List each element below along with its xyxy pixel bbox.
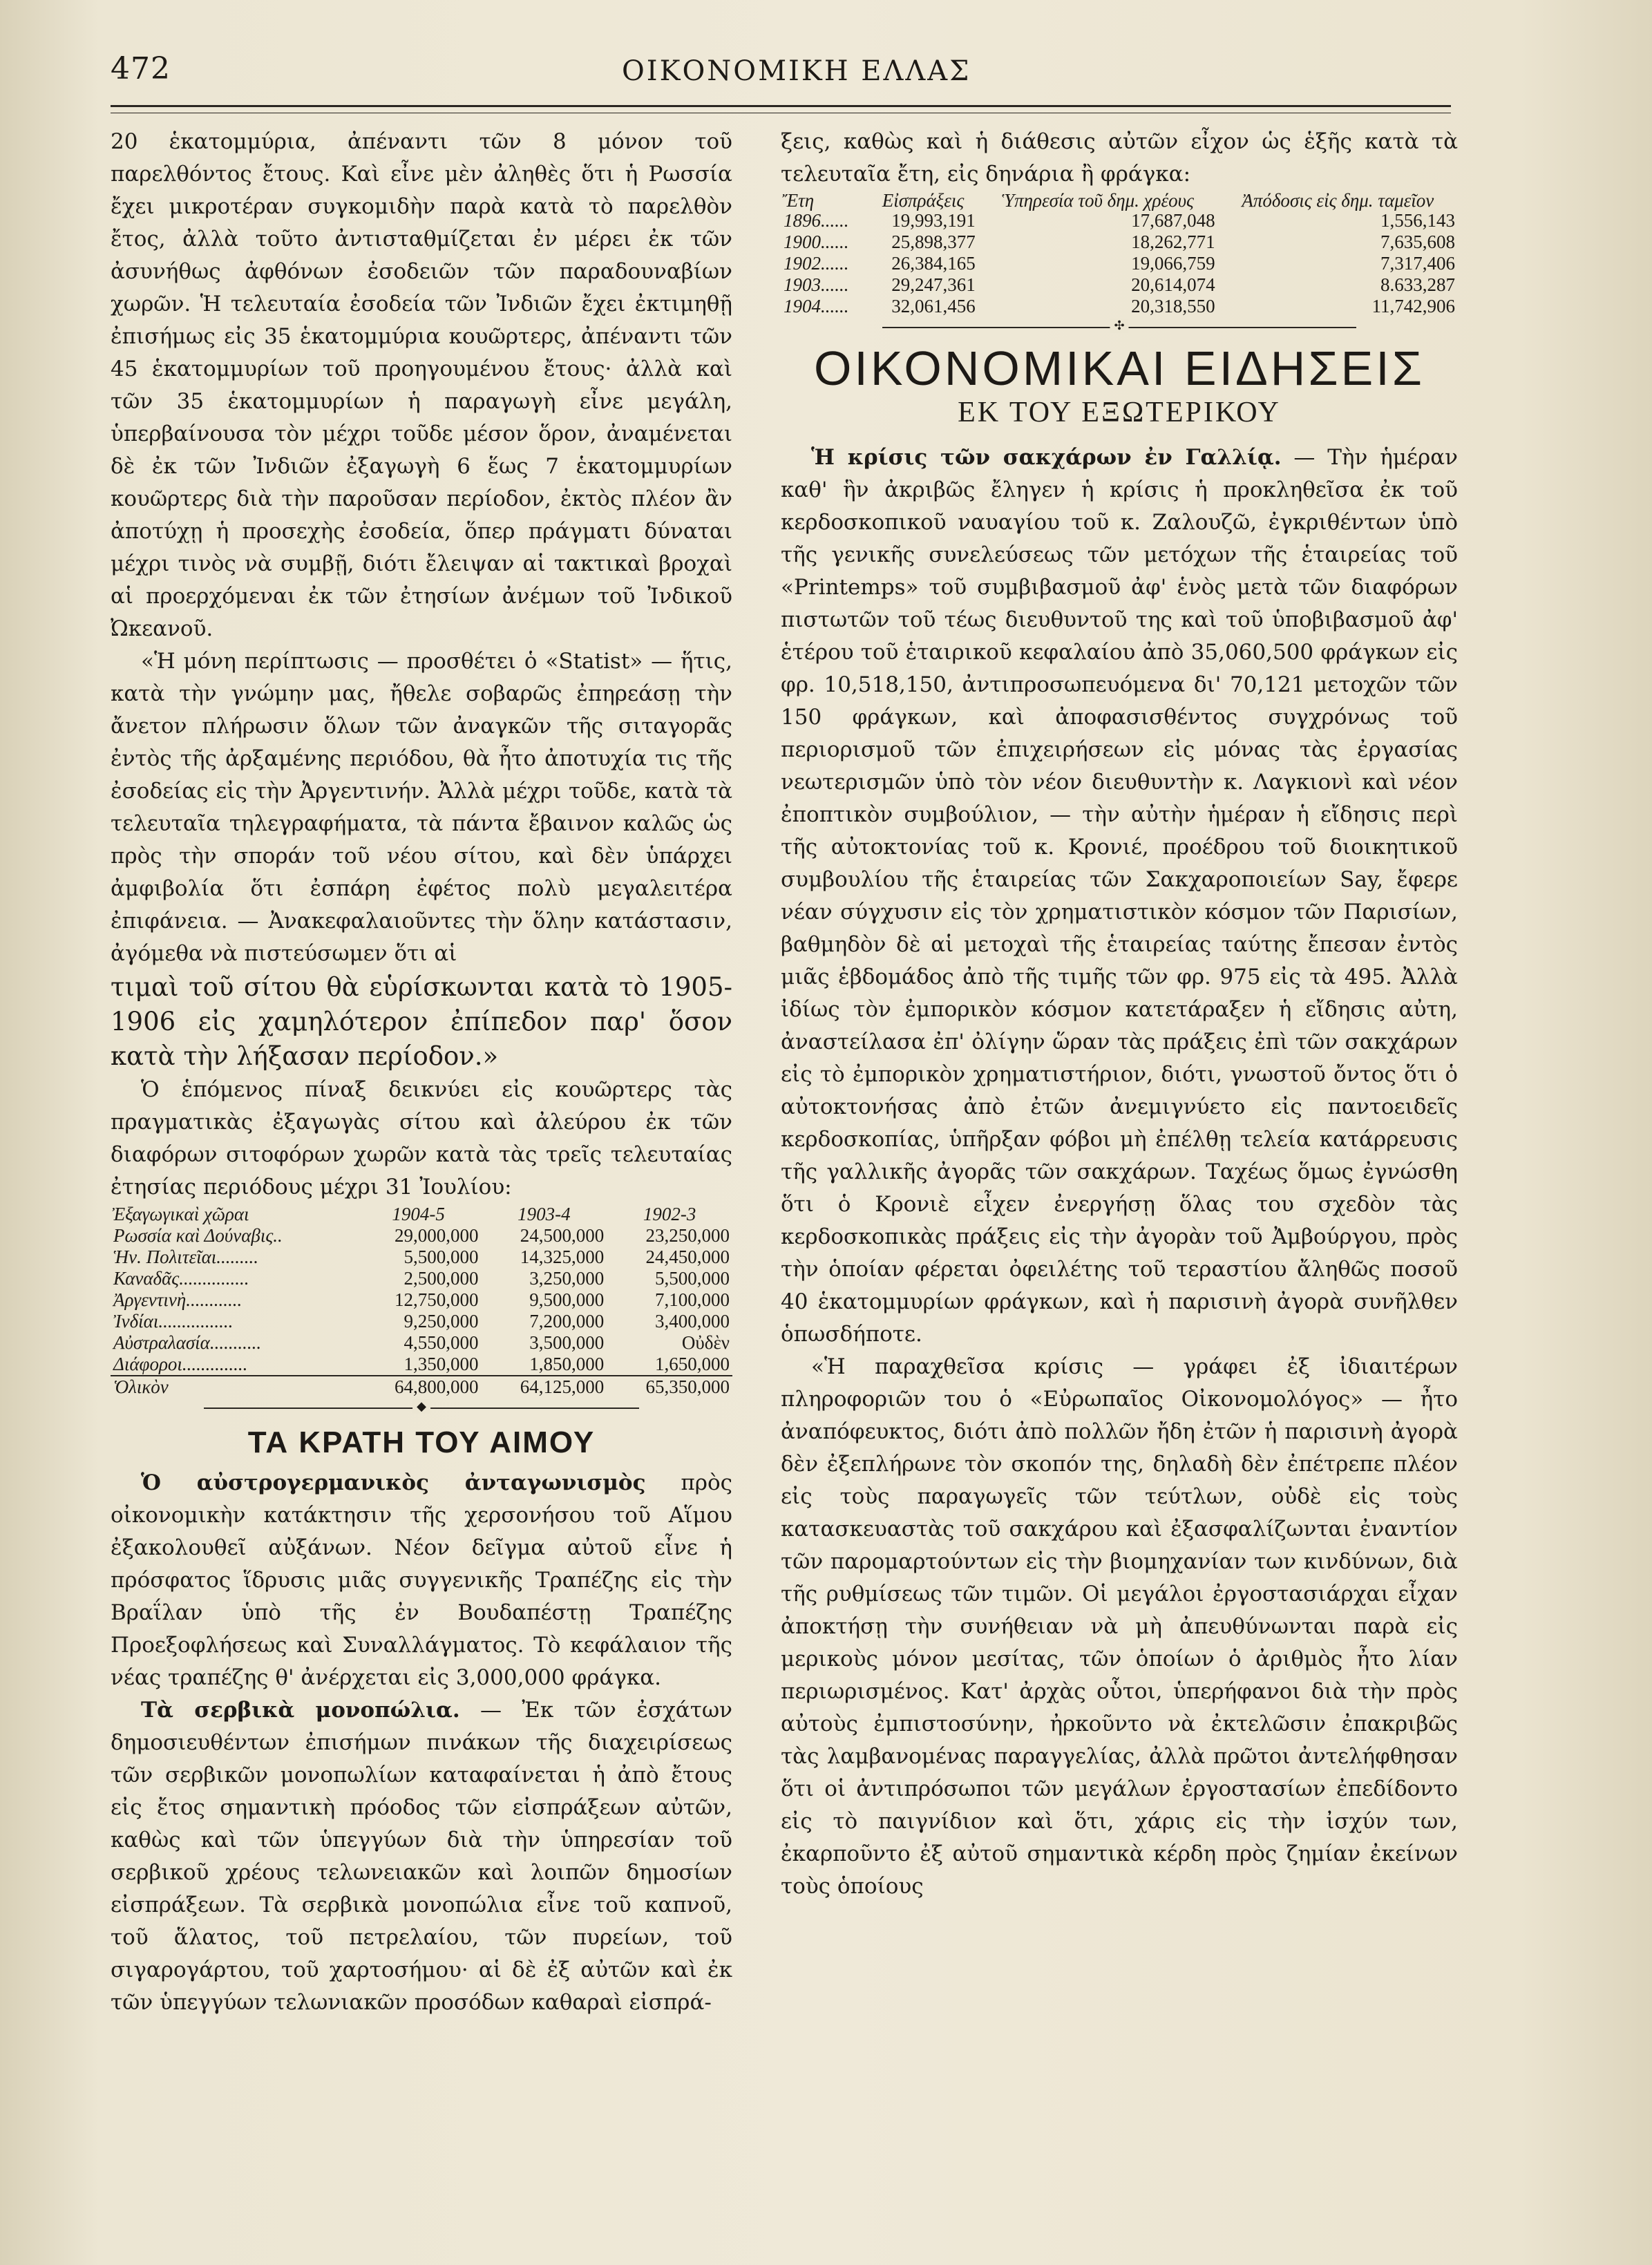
right-paragraph-3: «Ἡ παραχθεῖσα κρίσις — γράφει ἐξ ἰδιαιτέρων πληροφοριῶν του ὁ «Εὐρωπαῖος Οἰκονομολόγος» — ἦτο ἀναπόφευκτος, διότι ἀπὸ πολλῶν ἤδη ἐτῶν ἡ παρισινὴ ἀγορὰ δὲν ἐξεπλήρωνε τὸν σκοπόν της, δηλαδὴ δὲν ἐπέτρεπε πλέον εἰς τοὺς παραγωγεῖς τῶν τεύτλων, οὐδὲ εἰς τοὺς κατασκευαστὰς τοῦ σακχάρου καὶ ἐξασφαλίζωνται ἐναντίον τῶν παρομαρτούντων εἰς τὴν βιομηχανίαν των κινδύνων, διὰ τῆς ρυθμίσεως τῶν τιμῶν. Οἱ μεγάλοι ἐργοστασιάρχαι εἶχαν ἀποκτήσῃ τὴν συνήθειαν νὰ μὴ ἀπευθύνωνται παρὰ εἰς μερικοὺς μόνον μεσίτας, τῶν ὁποίων ὁ ἀριθμὸς ἦτο λίαν περιωρισμένος. Κατ' ἀρχὰς οὗτοι, ὑπερήφανοι διὰ τὴν πρὸς αὐτοὺς ἐμπιστοσύνην, ἠρκοῦντο νὰ ἐκτελῶσιν ἐπακριβῶς τὰς λαμβανομένας παραγγελίας, ἀλλὰ πρῶτοι ἀντελήφθησαν ὅτι οἱ ἀντιπρόσωποι τῶν μεγάλων ἐργοστασίων ἐπεδίδοντο εἰς τὸ παιγνίδιον καὶ ὅτι, χάρις εἰς τὴν ἰσχύν των, ἐκαρποῦντο ἐξ αὐτοῦ σημαντικὰ κέρδη πρὸς ζημίαν ἐκείνων τοὺς ὁποίους (781, 1354, 1458, 1899)
left-paragraph-2-emphasis: τιμαὶ τοῦ σίτου θὰ εὑρίσκωνται κατὰ τὸ 1905-1906 εἰς χαμηλότερον ἐπίπεδον παρ' ὅσον κατὰ τὴν λήξασαν περίοδον.» (111, 972, 732, 1071)
right-column (781, 126, 1458, 1903)
table-cell: 5,500,000 (655, 1268, 730, 1289)
table-cell: 9,500,000 (529, 1289, 605, 1310)
table-cell: Διάφοροι.............. (113, 1354, 248, 1374)
table-cell: 1903...... (784, 274, 849, 295)
table-row (111, 1354, 732, 1376)
table-cell: 7,317,406 (1380, 253, 1455, 274)
table-cell: 3,500,000 (529, 1332, 605, 1353)
table-row (111, 1332, 732, 1354)
table-cell: Αὐστραλασία........... (113, 1332, 262, 1353)
table-header: 1902-3 (643, 1204, 696, 1224)
table-cell: Ἀργεντινὴ............ (113, 1289, 243, 1310)
table-cell: 23,250,000 (645, 1225, 730, 1246)
table-cell: 3,400,000 (655, 1311, 730, 1331)
table-cell: 1900...... (784, 231, 849, 252)
table-row (781, 253, 1458, 274)
section-divider (781, 317, 1458, 337)
table-cell: 1896...... (784, 210, 849, 231)
table-row (781, 274, 1458, 296)
table-header: Ἐξαγωγικαὶ χῶραι (112, 1204, 249, 1224)
table-cell: 2,500,000 (403, 1268, 479, 1289)
table-cell: 4,550,000 (403, 1332, 479, 1353)
table-cell: 17,687,048 (1131, 210, 1215, 231)
paragraph-body: — Ἐκ τῶν ἐσχάτων δημοσιευθέντων ἐπισήμων πινάκων τῆς διαχειρίσεως τῶν σερβικῶν μονοπωλίων καταφαίνεται ἡ ἀπὸ ἔτους εἰς ἔτος σημαντικὴ πρόοδος τῶν εἰσπράξεων αὐτῶν, καθὼς καὶ τῶν ὑπεγγύων διὰ τὴν ὑπηρεσίαν τοῦ σερβικοῦ χρέους τελωνειακῶν καὶ λοιπῶν δημοσίων εἰσπράξεων. Τὰ σερβικὰ μονοπώλια εἶνε τοῦ καπνοῦ, τοῦ ἅλατος, τοῦ πετρελαίου, τῶν πυρείων, τοῦ σιγαρογάρτου, τοῦ χαρτοσήμου· αἱ δὲ ἐξ αὐτῶν καὶ ἐκ τῶν ὑπεγγύων τελωνιακῶν προσόδων καθαραὶ εἰσπρά- (111, 1698, 732, 2015)
left-paragraph-5 (111, 1694, 732, 2019)
running-title: ΟΙΚΟΝΟΜΙΚΗ ΕΛΛΑΣ (622, 55, 971, 87)
paragraph-lead: Τὰ σερβικὰ μονοπώλια. (141, 1698, 460, 1723)
divider-ornament-icon: ◆ (412, 1399, 430, 1414)
table-cell: 29,000,000 (395, 1225, 479, 1246)
table-cell: 12,750,000 (395, 1289, 479, 1310)
table-cell: 1,556,143 (1380, 210, 1455, 231)
paragraph-lead: Ὁ αὐστρογερμανικὸς ἀνταγωνισμὸς (141, 1470, 646, 1495)
section-divider (111, 1398, 732, 1417)
table-cell: 7,200,000 (529, 1311, 605, 1331)
table-header: 1904-5 (392, 1204, 445, 1224)
left-column (111, 126, 732, 2019)
header-rule (111, 105, 1451, 113)
table-row (111, 1247, 732, 1268)
right-paragraph-1: ξεις, καθὼς καὶ ἡ διάθεσις αὐτῶν εἶχον ὡς ἑξῆς κατὰ τὰ τελευταῖα ἔτη, εἰς δηνάρια ἢ φράγκα: (781, 129, 1458, 187)
table-cell: 8.633,287 (1380, 274, 1455, 295)
table-cell: Ἡν. Πολιτεῖαι......... (113, 1247, 259, 1267)
left-paragraph-2: «Ἡ μόνη περίπτωσις — προσθέτει ὁ «Statist» — ἥτις, κατὰ τὴν γνώμην μας, ἤθελε σοβαρῶς ἐπηρεάσῃ τὴν ἄνετον πλήρωσιν ὅλων τῶν ἀναγκῶν τῆς σιταγορᾶς ἐντὸς τῆς ἀρξαμένης περιόδου, θὰ ἦτο ἀποτυχία τις τῆς ἐσοδείας εἰς τὴν Ἀργεντινήν. Ἀλλὰ μέχρι τοῦδε, κατὰ τὰ τελευταῖα τηλεγραφήματα, τὰ πάντα ἔβαινον καλῶς ὡς πρὸς τὴν σποράν τοῦ νέου σίτου, καὶ δὲν ὑπάρχει ἀμφιβολία ὅτι ἐσπάρη ἐφέτος πολὺ μεγαλειτέρα ἐπιφάνεια. — Ἀνακεφαλαιοῦντες τὴν ὅλην κατάστασιν, ἀγόμεθα νὰ πιστεύσωμεν ὅτι αἱ (111, 649, 732, 966)
table-row (111, 1268, 732, 1289)
table-cell: 3,250,000 (529, 1268, 605, 1289)
table-row (111, 1289, 732, 1311)
table-cell: 64,800,000 (356, 1376, 482, 1398)
divider-ornament-icon: ✣ (1110, 319, 1128, 333)
table-cell: Ἰνδίαι................ (113, 1311, 234, 1331)
paragraph-lead: Ἡ κρίσις τῶν σακχάρων ἐν Γαλλίᾳ. (811, 445, 1282, 470)
table-cell: 65,350,000 (607, 1376, 732, 1398)
table-cell: Καναδᾶς............... (113, 1268, 249, 1289)
table-cell: 1902...... (784, 253, 849, 274)
table-cell: 14,325,000 (520, 1247, 605, 1267)
table-cell: 20,318,550 (1131, 296, 1215, 316)
left-paragraph-1: 20 ἑκατομμύρια, ἀπέναντι τῶν 8 μόνον τοῦ παρελθόντος ἔτους. Καὶ εἶνε μὲν ἀληθὲς ὅτι ἡ Ρωσσία ἔχει μικροτέραν συγκομιδὴν παρὰ κατὰ τὸ παρελθὸν ἔτος, ἀλλὰ τοῦτο ἀντισταθμίζεται ἐν μέρει ἐκ τῶν ἀσυνήθως ἀφθόνων ἐσοδειῶν τῶν παραδουναβίων χωρῶν. Ἡ τελευταία ἐσοδεία τῶν Ἰνδιῶν ἔχει ἐκτιμηθῇ ἐπισήμως εἰς 35 ἑκατομμύρια κουῶρτερς, ἀπέναντι τῶν 45 ἑκατομμυρίων τοῦ προηγουμένου ἔτους· ἀλλὰ καὶ τῶν 35 ἑκατομμυρίων ἡ παραγωγὴ εἶνε μεγάλη, ὑπερβαίνουσα τὸν μέχρι τοῦδε μέσον ὅρον, ἀναμένεται δὲ ἐκ τῶν Ἰνδιῶν ἐξαγωγὴ 6 ἕως 7 ἑκατομμυρίων κουῶρτερς διὰ τὴν παροῦσαν περίοδον, ἐκτὸς πλέον ἂν ἀποτύχῃ ἡ προσεχὴς ἐσοδεία, ὅπερ πράγματι δύναται μέχρι τινὸς νὰ συμβῇ, διότι ἔλειψαν αἱ τακτικαὶ βροχαὶ αἱ προερχόμεναι ἐκ τῶν ἐτησίων ἀνέμων τοῦ Ἰνδικοῦ Ὠκεανοῦ. (111, 129, 732, 641)
right-paragraph-2 (781, 442, 1458, 1351)
table-row (111, 1311, 732, 1332)
table-cell: Ρωσσία καὶ Δούναβις.. (113, 1225, 283, 1246)
left-paragraph-4 (111, 1467, 732, 1694)
section-title-news: ΟΙΚΟΝΟΜΙΚΑΙ ΕΙΔΗΣΕΙΣ (813, 341, 1425, 395)
table-cell: 64,125,000 (482, 1376, 607, 1398)
paragraph-body: πρὸς οἰκονομικὴν κατάκτησιν τῆς χερσονήσου τοῦ Αἵμου ἐξακολουθεῖ αὐξάνων. Νέον δεῖγμα αὐτοῦ εἶνε ἡ πρόσφατος ἵδρυσις μιᾶς συγγενικῆς Τραπέζης εἰς τὴν Βραΐλαν ὑπὸ τῆς ἐν Βουδαπέστῃ Τραπέζης Προεξοφλήσεως καὶ Συναλλάγματος. Τὸ κεφάλαιον τῆς νέας τραπέζης θ' ἀνέρχεται εἰς 3,000,000 φράγκα. (111, 1470, 732, 1690)
table-header: Εἰσπράξεις (882, 190, 965, 211)
table-cell: 7,100,000 (655, 1289, 730, 1310)
table-cell: 1,850,000 (529, 1354, 605, 1374)
table-cell: 24,500,000 (520, 1225, 605, 1246)
table-cell: 7,635,608 (1380, 231, 1455, 252)
table-header: Ἀπόδοσις εἰς δημ. ταμεῖον (1242, 190, 1434, 211)
table-row (781, 296, 1458, 317)
table-header: Ἔτη (782, 190, 815, 211)
page-header (111, 43, 1451, 98)
table-cell: 29,247,361 (891, 274, 976, 295)
table-row (111, 1225, 732, 1247)
table-cell: 25,898,377 (891, 231, 976, 252)
section-title-balkan: ΤΑ ΚΡΑΤΗ ΤΟΥ ΑΙΜΟΥ (247, 1425, 596, 1459)
table-cell: 9,250,000 (403, 1311, 479, 1331)
wheat-export-table (111, 1204, 732, 1398)
table-cell: 32,061,456 (891, 296, 976, 316)
table-cell: 19,993,191 (891, 210, 976, 231)
table-cell: 20,614,074 (1131, 274, 1215, 295)
table-header: 1903-4 (518, 1204, 571, 1224)
table-row (781, 210, 1458, 231)
table-cell: 26,384,165 (891, 253, 976, 274)
table-row (781, 231, 1458, 253)
paragraph-body: — Τὴν ἡμέραν καθ' ἣν ἀκριβῶς ἔληγεν ἡ κρίσις ἡ προκληθεῖσα ἐκ τοῦ κερδοσκοπικοῦ ναυαγίου τοῦ κ. Ζαλουζῶ, ἐγκριθέντων ὑπὸ τῆς γενικῆς συνελεύσεως τῶν μετόχων τῆς ἑταιρείας τοῦ «Printemps» τοῦ συμβιβασμοῦ ἀφ' ἑνὸς μετὰ τῶν διαφόρων πιστωτῶν τοῦ τέως διευθυντοῦ της καὶ τοῦ ὑποβιβασμοῦ ἀφ' ἑτέρου τοῦ ἑταιρικοῦ κεφαλαίου ἀπὸ 35,060,500 φράγκων εἰς φρ. 10,518,150, ἀντιπροσωπευόμενα δι' 70,121 μετοχῶν τῶν 150 φράγκων, καὶ ἀποφασισθέντος συγχρόνως τοῦ περιορισμοῦ τῶν ἐπιχειρήσεων εἰς μόνας τὰς ἐργασίας νεωτερισμῶν ὑπὸ τὸν νέον διευθυντὴν κ. Λαγκιονὶ καὶ νέον ἐποπτικὸν συμβούλιον, — τὴν αὐτὴν ἡμέραν ἡ εἴδησις περὶ τῆς αὐτοκτονίας τοῦ κ. Κρονιέ, προέδρου τοῦ διοικητικοῦ συμβουλίου τῆς ἑταιρείας τῶν Σακχαροποιείων Say, ἔφερε νέαν σύγχυσιν εἰς τὸν χρηματιστικὸν κόσμον τῶν Παρισίων, βαθμηδὸν δὲ αἱ μετοχαὶ τῆς ἑταιρείας ταύτης ἔπεσαν ἐντὸς μιᾶς ἑβδομάδος ἀπὸ τῆς τιμῆς τῶν φρ. 975 εἰς τὰ 495. Ἀλλὰ ἰδίως τὸν ἐμπορικὸν κόσμον κατετάραξεν ἡ εἴδησις αὐτη, ἀναστείλασα ἐπ' ὀλίγην ὥραν τὰς πράξεις ἐπὶ τῶν σακχάρων εἰς τὸ ἐμπορικὸν χρηματιστήριον, διότι, γνωστοῦ ὄντος ὅτι ὁ αὐτοκτονήσας ἀπὸ ἐτῶν ἀνεμιγνύετο εἰς παντοειδεῖς κερδοσκοπίας, ὑπῆρξαν φόβοι μὴ ἐπέλθῃ τελεία κατάρρευσις τῆς γαλλικῆς ἀγορᾶς τῶν σακχάρων. Ταχέως ὅμως ἐγνώσθη ὅτι ὁ Κρονιὲ εἶχεν ἐνεργήσῃ ὅλας του σχεδὸν τὰς κερδοσκοπικὰς πράξεις εἰς τὴν ἀγορὰν τοῦ Ἀμβούργου, πρὸς τὴν ὁποίαν φέρεται ὀφειλέτης τοῦ τεραστίου ἄληθῶς ποσοῦ 40 ἑκατομμυρίων φράγκων, καὶ ἡ παρισινὴ ἀγορὰ συνῆλθεν ὁπωσδήποτε. (781, 445, 1458, 1347)
table-cell: 5,500,000 (403, 1247, 479, 1267)
table-cell: 18,262,771 (1131, 231, 1215, 252)
serbian-monopoly-table (781, 191, 1458, 317)
table-cell: 24,450,000 (645, 1247, 730, 1267)
table-cell: 1904...... (784, 296, 849, 316)
table-cell: 11,742,906 (1371, 296, 1455, 316)
left-paragraph-3: Ὁ ἑπόμενος πίναξ δεικνύει εἰς κουῶρτερς τὰς πραγματικὰς ἐξαγωγὰς σίτου καὶ ἀλεύρου ἐκ τῶν διαφόρων σιτοφόρων χωρῶν κατὰ τὰς τρεῖς τελευταίας ἐτησίας περιόδους μέχρι 31 Ἰουλίου: (111, 1077, 732, 1200)
table-total-row (111, 1376, 732, 1398)
table-cell: 19,066,759 (1131, 253, 1215, 274)
table-cell: 1,350,000 (403, 1354, 479, 1374)
table-cell: 1,650,000 (655, 1354, 730, 1374)
section-subtitle-news: ΕΚ ΤΟΥ ΕΞΩΤΕΡΙΚΟΥ (958, 397, 1281, 428)
table-cell: Οὐδὲν (681, 1332, 730, 1353)
table-header: Ὑπηρεσία τοῦ δημ. χρέους (1002, 190, 1194, 211)
table-cell: Ὁλικὸν (111, 1376, 356, 1398)
page-number: 472 (111, 51, 171, 86)
